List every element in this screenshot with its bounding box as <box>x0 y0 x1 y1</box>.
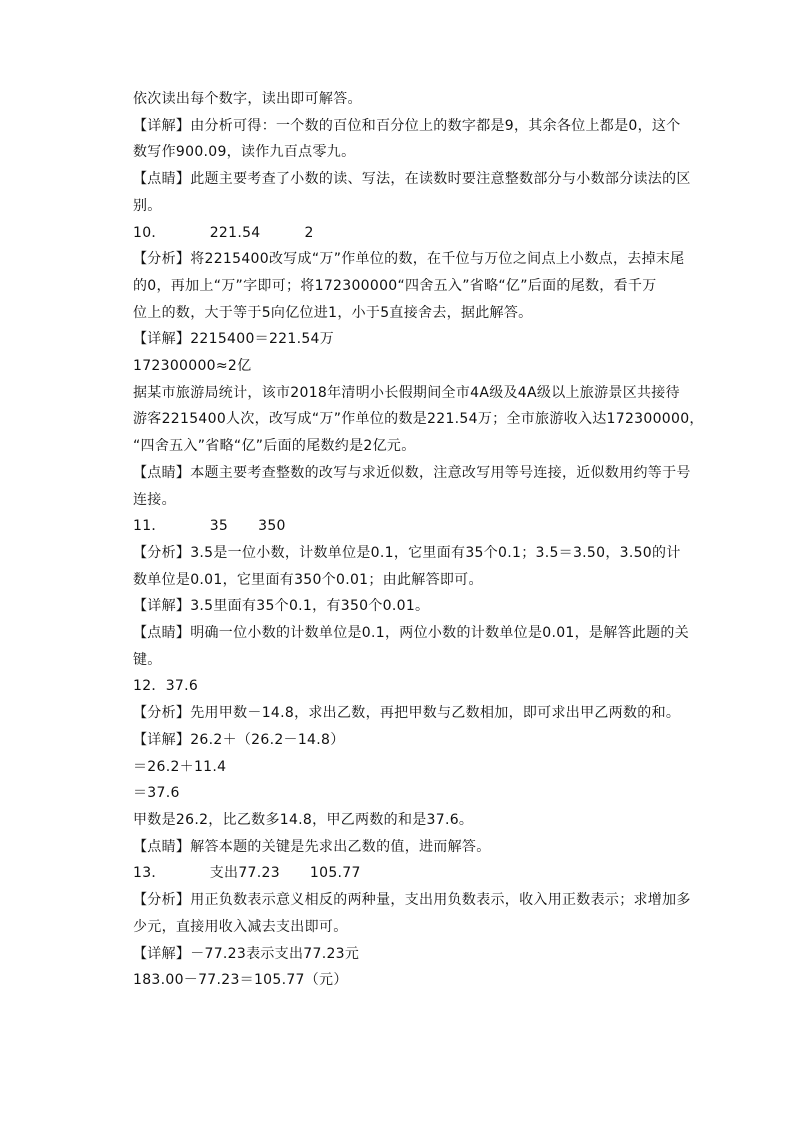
text-line: 数写作900.09，读作九百点零九。 <box>133 144 356 161</box>
answer-2: 350 <box>258 518 286 535</box>
text-line: 连接。 <box>133 491 176 508</box>
text-line: 别。 <box>133 197 162 214</box>
answer-1: 221.54 <box>209 224 261 241</box>
answer-1: 支出77.23 <box>209 865 280 882</box>
text-line: 【点睛】本题主要考查整数的改写与求近似数，注意改写用等号连接，近似数用约等于号 <box>133 464 691 481</box>
text-line: ＝26.2＋11.4 <box>133 758 227 775</box>
question-number: 10． <box>133 224 166 241</box>
text-line: 【分析】先用甲数－14.8，求出乙数，再把甲数与乙数相加，即可求出甲乙两数的和。 <box>133 705 681 722</box>
text-line: 【点睛】此题主要考查了小数的读、写法，在读数时要注意整数部分与小数部分读法的区 <box>133 171 691 188</box>
text-line: 172300000≈2亿 <box>133 358 252 375</box>
question-11-answer <box>133 513 678 540</box>
text-line: 【详解】由分析可得：一个数的百位和百分位上的数字都是9，其余各位上都是0，这个 <box>133 117 681 134</box>
question-10-answer <box>133 220 678 247</box>
text-line: 的0，再加上“万”字即可；将172300000“四舍五入”省略“亿”后面的尾数，看千万 <box>133 277 657 294</box>
text-line: 【详解】3.5里面有35个0.1，有350个0.01。 <box>133 598 430 615</box>
question-12-answer <box>133 673 678 700</box>
answer-1: 35 <box>209 518 229 535</box>
answer-2: 105.77 <box>309 865 361 882</box>
answer-2: 2 <box>304 224 314 241</box>
text-line: 少元，直接用收入减去支出即可。 <box>133 918 348 935</box>
text-line: 键。 <box>133 651 162 668</box>
text-line: 位上的数，大于等于5向亿位进1，小于5直接舍去，据此解答。 <box>133 304 533 321</box>
text-line: 【点睛】解答本题的关键是先求出乙数的值，进而解答。 <box>133 838 491 855</box>
text-line: 据某市旅游局统计，该市2018年清明小长假期间全市4A级及4A级以上旅游景区共接待 <box>133 384 680 401</box>
text-line: 【点睛】明确一位小数的计数单位是0.1，两位小数的计数单位是0.01，是解答此题的关 <box>133 625 690 642</box>
document-page <box>133 86 704 994</box>
text-line: 【分析】用正负数表示意义相反的两种量，支出用负数表示，收入用正数表示；求增加多 <box>133 892 691 909</box>
text-line: 【详解】2215400＝221.54万 <box>133 331 335 348</box>
question-number: 13． <box>133 865 166 882</box>
question-number: 11． <box>133 518 166 535</box>
text-line: 183.00－77.23＝105.77（元） <box>133 972 348 989</box>
text-line: 【分析】将2215400改写成“万”作单位的数，在千位与万位之间点上小数点，去掉末尾 <box>133 251 685 268</box>
text-line: 游客2215400人次，改写成“万”作单位的数是221.54万；全市旅游收入达172300000， <box>133 411 704 428</box>
text-line: 【详解】－77.23表示支出77.23元 <box>133 945 360 962</box>
text-line: 【详解】26.2＋（26.2－14.8） <box>133 731 345 748</box>
text-line: ＝37.6 <box>133 785 180 802</box>
text-line: 甲数是26.2，比乙数多14.8，甲乙两数的和是37.6。 <box>133 811 474 828</box>
text-line: 依次读出每个数字，读出即可解答。 <box>133 91 362 107</box>
text-line: 【分析】3.5是一位小数，计数单位是0.1，它里面有35个0.1；3.5＝3.50，3.50的计 <box>133 544 681 561</box>
text-line: “四舍五入”省略“亿”后面的尾数约是2亿元。 <box>133 438 416 455</box>
question-13-answer <box>133 860 678 887</box>
text-line: 数单位是0.01，它里面有350个0.01；由此解答即可。 <box>133 571 483 588</box>
question-number: 12．37.6 <box>133 678 199 695</box>
